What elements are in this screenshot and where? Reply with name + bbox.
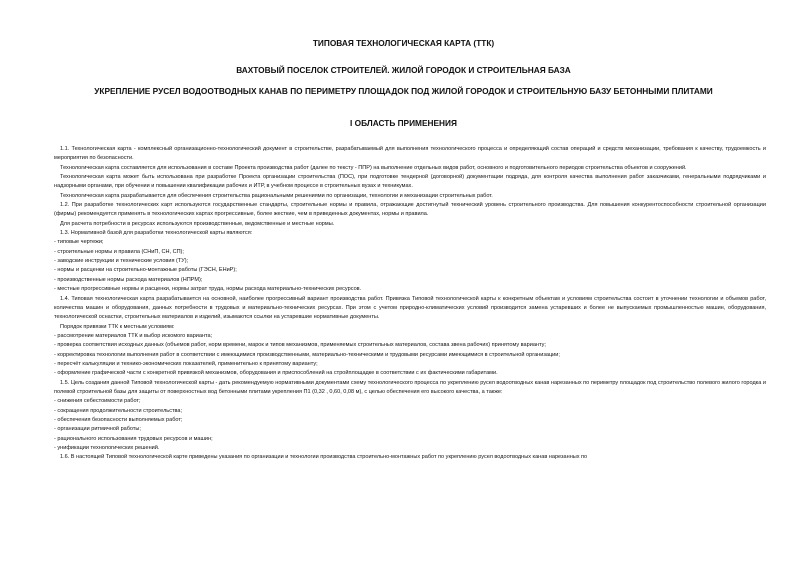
- paragraph-1-5: 1.5. Цель создания данной Типовой технологической карты - дать рекомендуемую нормативными документами схему технологического процесса по укреплению русел водоотводных канав нарезанных по периметру площадок под строительство полевого жилого городка и полевой строительной базы для защиты от поверхностных вод бетонными плитами укрепления П1 (0,32 , 0,60, 0,08 м), с целью обеспечения его высокого качества, а также:: [54, 379, 766, 395]
- list-item: - строительные нормы и правила (СНиП, СН, СП);: [54, 248, 184, 255]
- list-item: - обеспечения безопасности выполняемых работ;: [54, 416, 183, 423]
- paragraph: Технологическая карта составляется для использования в составе Проекта производства работ (далее по тексту - ППР) на выполнение отдельных видов работ, основного и подготовительного периодов строительства объектов и сооружений.: [60, 164, 687, 171]
- list-item: - рационального использования трудовых ресурсов и машин;: [54, 435, 213, 442]
- list-item: - корректировка технологии выполнения работ в соответствии с имеющимися производственными, материально-техническими и трудовыми ресурсами имеющимися в строительной организации;: [54, 351, 560, 358]
- paragraph: Для расчета потребности в ресурсах используются производственные, ведомственные и местные нормы.: [60, 220, 335, 227]
- list-item: - рассмотрение материалов ТТК и выбор искомого варианта;: [54, 332, 213, 339]
- paragraph-1-4: 1.4. Типовая технологическая карта разрабатывается на основной, наиболее прогрессивный вариант производства работ. Привязка Типовой технологической карты к конкретным объектам и условиям строительства состоит в уточнении технологии и объемов работ, количества машин и оборудования, данных потребности в трудовых и материально-технических ресурсах. При этом с учетом природно-климатических условий производится замена устаревших и более не выпускаемых промышленностью машин, оборудования, технологической оснастки, строительных материалов и изделий, изымаются ссылки на устаревшие нормативные документы.: [54, 295, 766, 321]
- paragraph-1-6: 1.6. В настоящей Типовой технологической карте приведены указания по организации и технологии производства строительно-монтажных работ по укреплению русел водоотводных канав нарезанных по: [60, 454, 588, 461]
- paragraph: Порядок привязки ТТК к местным условиям:: [60, 323, 175, 330]
- document-body: [54, 145, 766, 463]
- list-item: - снижения себестоимости работ;: [54, 398, 141, 405]
- section-title: I ОБЛАСТЬ ПРИМЕНЕНИЯ: [350, 118, 457, 128]
- list-item: - пересчёт калькуляции и технико-экономических показателей, применительно к принятому варианту;: [54, 360, 318, 367]
- document-subtitle: ВАХТОВЫЙ ПОСЕЛОК СТРОИТЕЛЕЙ. ЖИЛОЙ ГОРОДОК И СТРОИТЕЛЬНАЯ БАЗА: [236, 65, 571, 75]
- paragraph: Технологическая карта разрабатывается для обеспечения строительства рациональными решениями по организации, технологии и механизации строительных работ.: [60, 192, 493, 199]
- list-item: - местные прогрессивные нормы и расценки, нормы затрат труда, нормы расхода материально-технических ресурсов.: [54, 286, 362, 293]
- paragraph-1-3: 1.3. Нормативной базой для разработки технологической карты являются:: [60, 230, 253, 237]
- list-item: - производственные нормы расхода материалов (НПРМ);: [54, 276, 203, 283]
- list-item: - унификации технологических решений.: [54, 445, 160, 451]
- list-item: - нормы и расценки на строительно-монтажные работы (ГЭСН, ЕНиР);: [54, 267, 237, 274]
- list-item: - сокращения продолжительности строительства;: [54, 407, 183, 414]
- list-item: - организации ритмичной работы;: [54, 426, 141, 433]
- list-item: - оформление графической части с конкретной привязкой механизмов, оборудования и приспособлений на стройплощадке в соответствии с их фактическими габаритами.: [54, 370, 498, 377]
- list-item: - типовые чертежи;: [54, 239, 104, 246]
- document-heading: УКРЕПЛЕНИЕ РУСЕЛ ВОДООТВОДНЫХ КАНАВ ПО ПЕРИМЕТРУ ПЛОЩАДОК ПОД ЖИЛОЙ ГОРОДОК И СТРОИТЕЛЬНУЮ БАЗУ БЕТОННЫМИ ПЛИТАМИ: [94, 86, 713, 96]
- document-title: ТИПОВАЯ ТЕХНОЛОГИЧЕСКАЯ КАРТА (ТТК): [312, 38, 495, 48]
- paragraph-1-2: 1.2. При разработке технологических карт используются государственные стандарты, строительные нормы и правила, отражающие достигнутый технический уровень строительного производства. Для повышения конкурентоспособности строительной организации (фирмы) рекомендуется применять в технологических картах прогрессивные, более жесткие, чем в приведенных документах, нормы и правила.: [54, 202, 766, 218]
- paragraph-1-1: 1.1. Технологическая карта - комплексный организационно-технологический документ в строительстве, разрабатываемый для выполнения технологического процесса и определяющий состав операций и средств механизации, требования к качеству, трудоемкость и мероприятия по безопасности.: [54, 146, 766, 162]
- list-item: - проверка соответствия исходных данных (объемов работ, норм времени, марок и типов механизмов, применяемых строительных материалов, состава звена рабочих) принятому варианту;: [54, 342, 546, 349]
- list-item: - заводские инструкции и технические условия (ТУ);: [54, 258, 189, 265]
- paragraph: Технологическая карта может быть использована при разработке Проекта организации строительства (ПОС), при подготовке тендерной (договорной) документации подряда, для контроля качества выполнения работ заказчиками, генеральными подрядчиками и надзорными органами, при обучении и повышении квалификации рабочих и ИТР, в учебном процессе в строительных вузах и техникумах.: [54, 174, 766, 190]
